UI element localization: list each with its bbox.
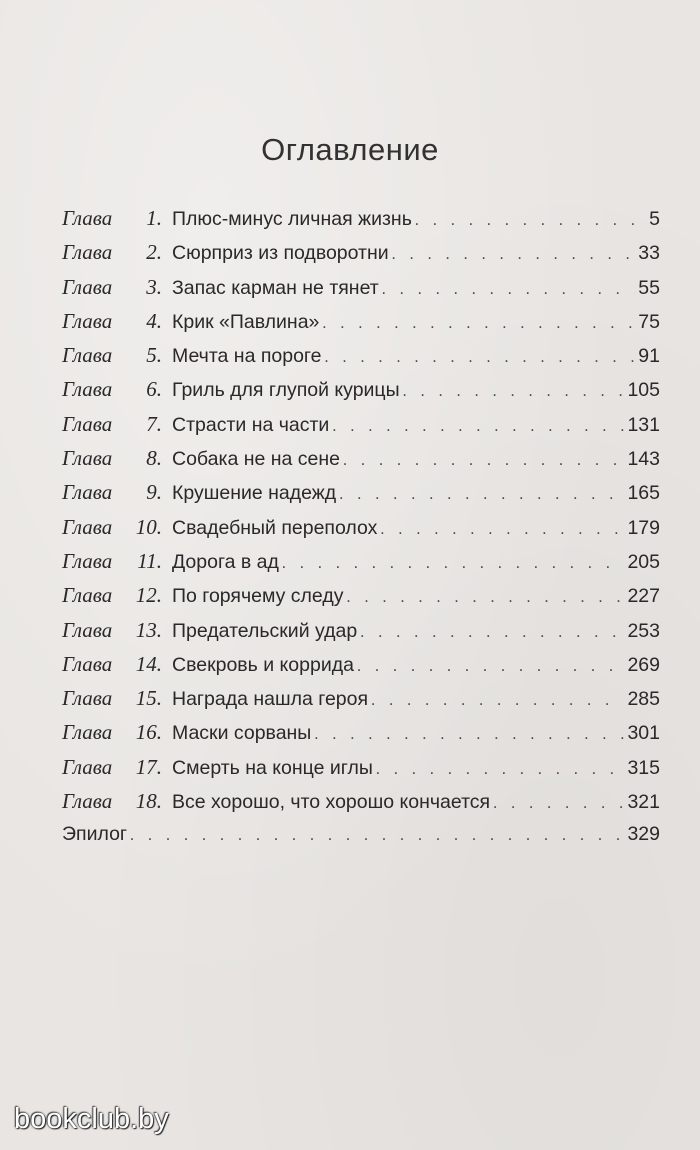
page-number: 143 [627,448,660,471]
chapter-title: Собака не на сене [172,448,340,471]
chapter-title: Маски сорваны [172,722,312,745]
chapter-title: Запас карман не тянет [172,276,379,299]
chapter-number: 18. [135,789,162,814]
page-number: 301 [627,722,660,745]
chapter-label: Глава [62,377,113,402]
chapter-label: Глава [62,514,113,539]
chapter-label: Глава [62,651,113,676]
chapter-title: Мечта на пороге [172,345,322,368]
chapter-title: Плюс-минус личная жизнь [172,208,412,230]
page-number: 253 [627,619,660,642]
chapter-title: Все хорошо, что хорошо кончается [172,791,491,814]
chapter-title: Смерть на конце иглы [172,756,373,779]
page-number: 269 [627,653,660,676]
chapter-label: Глава [62,789,113,814]
chapter-label: Глава [62,411,113,436]
chapter-label: Глава [62,754,113,779]
dot-leader [380,521,624,539]
toc-entry [62,343,660,377]
chapter-title: По горячему следу [172,585,344,608]
page-number: 165 [627,482,660,505]
dot-leader [392,246,636,264]
chapter-number: 15. [135,686,162,711]
page-number: 205 [627,550,660,573]
page-number: 75 [638,310,660,333]
dot-leader [343,452,624,470]
dot-leader [282,555,625,573]
dot-leader [415,212,646,230]
chapter-title: Страсти на части [172,413,330,436]
chapter-title: Дорога в ад [172,550,279,573]
toc-entry [62,652,660,686]
toc-entry [62,412,660,446]
dot-leader [332,418,624,436]
chapter-number: 3. [146,274,162,299]
toc-entry [62,515,660,549]
dot-leader [314,726,624,744]
site-watermark: bookclub.by [14,1103,169,1135]
chapter-number: 5. [146,343,162,368]
chapter-number: 12. [135,583,162,608]
table-of-contents [62,206,660,858]
toc-entry [62,618,660,652]
toc-entry [62,789,660,823]
epilogue-title: Эпилог [62,823,128,846]
chapter-label: Глава [62,548,113,573]
toc-entry [62,446,660,480]
page-number: 5 [649,208,660,230]
chapter-number: 8. [146,446,162,471]
chapter-title: Гриль для глупой курицы [172,379,400,402]
chapter-title: Свекровь и коррида [172,653,354,676]
toc-entry-epilogue [62,823,660,857]
dot-leader [360,624,624,642]
chapter-label: Глава [62,583,113,608]
chapter-label: Глава [62,686,113,711]
page-title: Оглавление [261,132,439,167]
chapter-label: Глава [62,480,113,505]
page-number: 321 [627,791,660,814]
chapter-label: Глава [62,720,113,745]
chapter-title: Крик «Павлина» [172,310,320,333]
page-number: 179 [627,516,660,539]
page-number: 131 [627,413,660,436]
chapter-label: Глава [62,308,113,333]
dot-leader [130,827,624,845]
chapter-number: 11. [137,548,162,573]
chapter-title: Предательский удар [172,619,358,642]
toc-entry [62,480,660,514]
page-number: 227 [627,585,660,608]
dot-leader [376,761,625,779]
page-number: 105 [627,379,660,402]
toc-entry [62,720,660,754]
dot-leader [403,383,625,401]
toc-entry [62,583,660,617]
page-number: 315 [627,756,660,779]
dot-leader [339,486,624,504]
dot-leader [357,658,625,676]
chapter-title: Свадебный переполох [172,516,378,539]
toc-entry [62,377,660,411]
chapter-number: 1. [146,206,162,230]
page-number: 329 [627,823,660,846]
page-number: 91 [638,345,660,368]
chapter-label: Глава [62,617,113,642]
toc-entry [62,755,660,789]
chapter-number: 6. [146,377,162,402]
chapter-title: Сюрприз из подворотни [172,242,389,265]
chapter-number: 9. [146,480,162,505]
chapter-title: Награда нашла героя [172,688,369,711]
chapter-label: Глава [62,446,113,471]
chapter-number: 7. [146,411,162,436]
page-number: 55 [638,276,660,299]
toc-entry [62,309,660,343]
dot-leader [322,315,635,333]
dot-leader [382,281,636,299]
chapter-number: 2. [146,240,162,265]
toc-entry [62,549,660,583]
chapter-label: Глава [62,274,113,299]
chapter-number: 14. [135,651,162,676]
page-number: 285 [627,688,660,711]
dot-leader [324,349,635,367]
dot-leader [371,692,624,710]
chapter-label: Глава [62,240,113,265]
chapter-number: 16. [135,720,162,745]
chapter-number: 4. [146,308,162,333]
dot-leader [346,589,624,607]
chapter-number: 13. [135,617,162,642]
chapter-number: 10. [135,514,162,539]
toc-entry [62,206,660,240]
chapter-label: Глава [62,343,113,368]
toc-entry [62,240,660,274]
page-number: 33 [638,242,660,265]
chapter-label: Глава [62,206,113,230]
toc-entry [62,686,660,720]
toc-entry [62,275,660,309]
dot-leader [493,795,624,813]
chapter-title: Крушение надежд [172,482,337,505]
chapter-number: 17. [135,754,162,779]
